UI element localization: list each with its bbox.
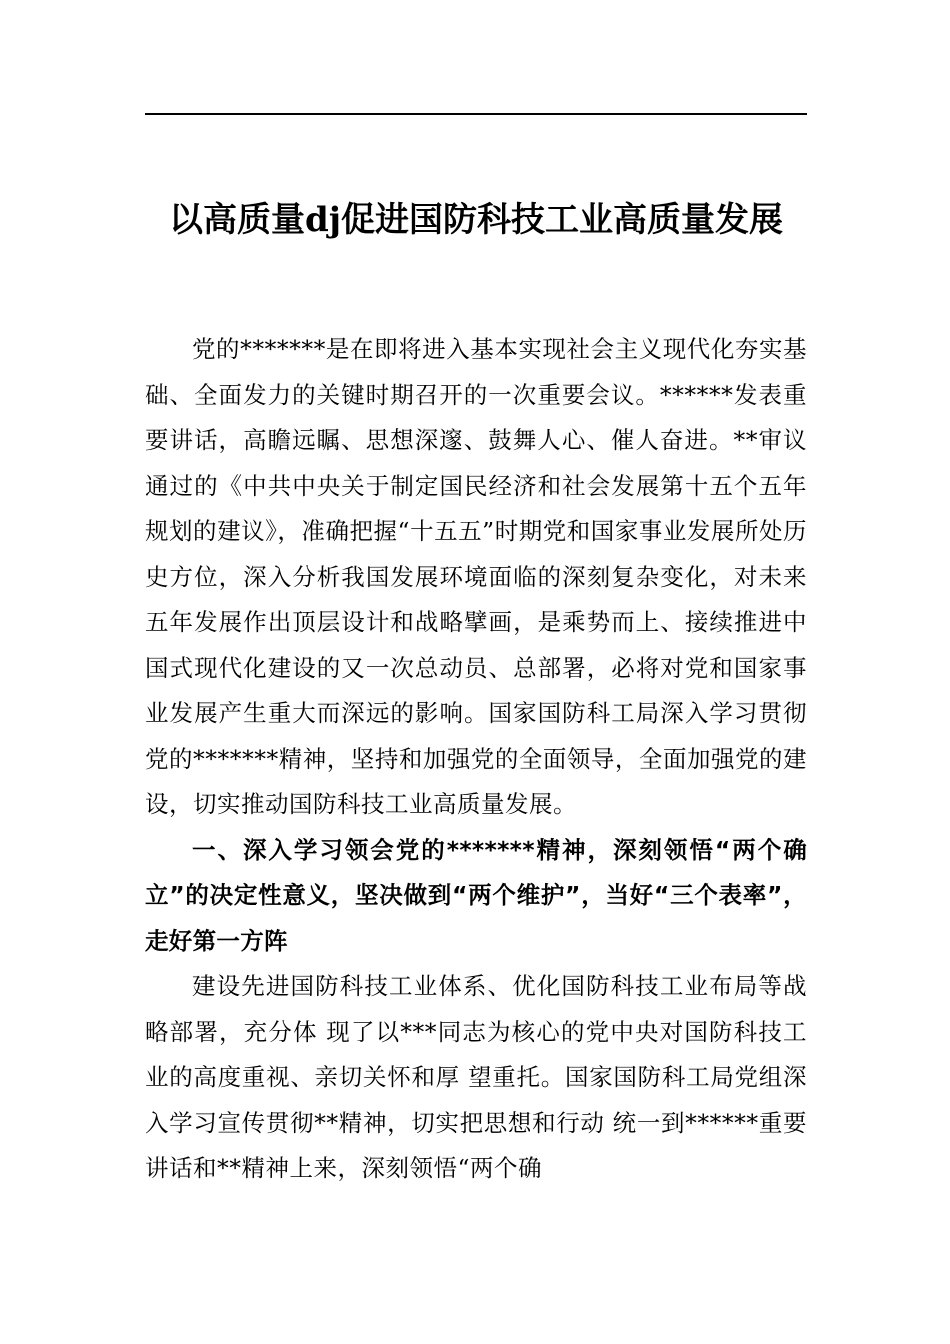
- document-body: [145, 327, 807, 1192]
- document-title: 以高质量dj促进国防科技工业高质量发展: [168, 200, 784, 240]
- intro-paragraph: 党的*******是在即将进入基本实现社会主义现代化夯实基础、全面发力的关键时期召开的一次重要会议。******发表重要讲话，高瞻远瞩、思想深邃、鼓舞人心、催人奋进。**审议通过的《中共中央关于制定国民经济和社会发展第十五个五年规划的建议》，准确把握“十五五”时期党和国家事业发展所处历史方位，深入分析我国发展环境面临的深刻复杂变化，对未来五年发展作出顶层设计和战略擘画，是乘势而上、接续推进中国式现代化建设的又一次总动员、总部署，必将对党和国家事业发展产生重大而深远的影响。国家国防科工局深入学习贯彻党的*******精神，坚持和加强党的全面领导，全面加强党的建设，切实推动国防科技工业高质量发展。: [145, 335, 807, 818]
- section-heading-1: 一、深入学习领会党的*******精神，深刻领悟“两个确立”的决定性意义，坚决做到“两个维护”，当好“三个表率”，走好第一方阵: [145, 835, 807, 955]
- section-1-paragraph: 建设先进国防科技工业体系、优化国防科技工业布局等战略部署，充分体 现了以***同志为核心的党中央对国防科技工业的高度重视、亲切关怀和厚 望重托。国家国防科工局党组深入学习宣传贯彻**精神，切实把思想和行动 统一到******重要讲话和**精神上来，深刻领悟“两个确: [145, 972, 807, 1182]
- header-rule: [145, 113, 807, 115]
